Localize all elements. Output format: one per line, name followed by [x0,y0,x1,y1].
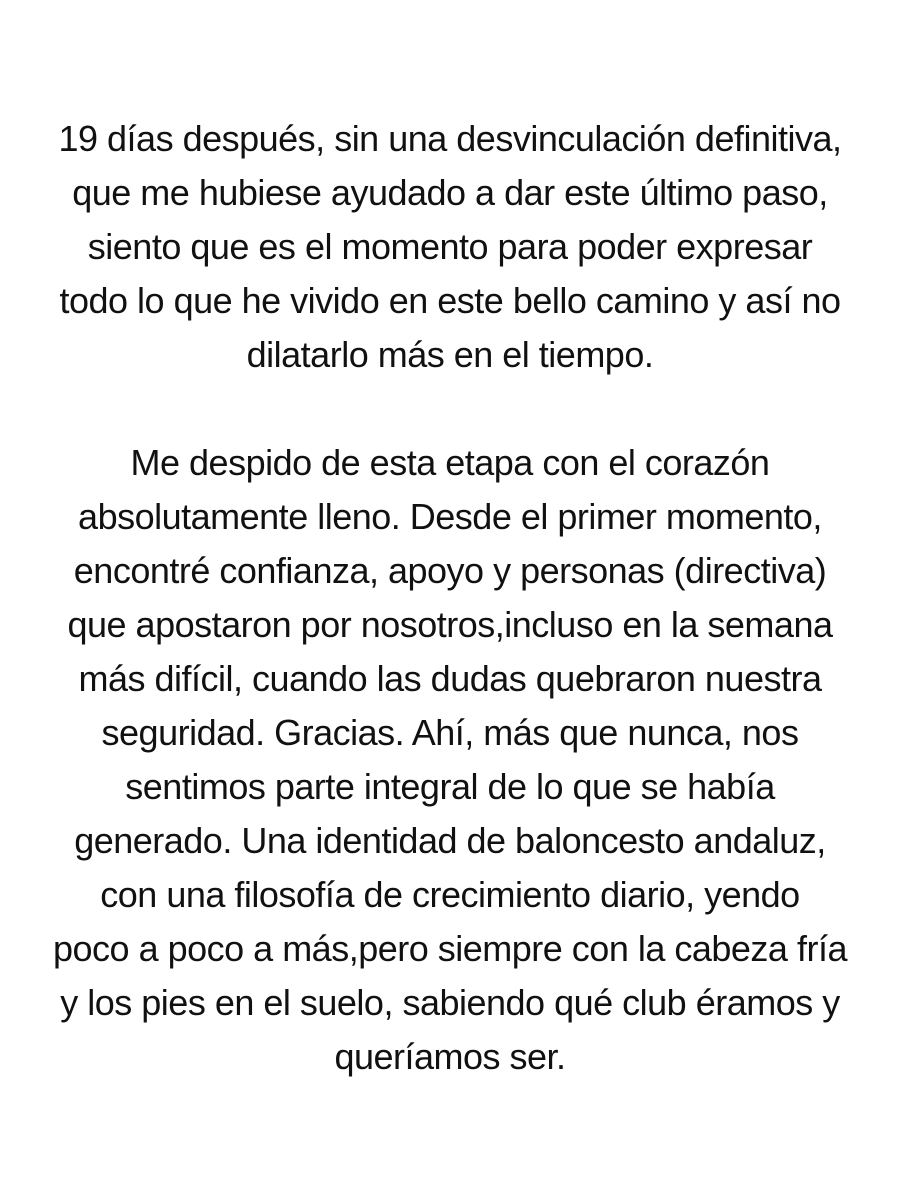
text-line: que me hubiese ayudado a dar este último paso, [72,172,828,213]
text-line: queríamos ser. [334,1036,566,1077]
paragraph-farewell-body [30,436,870,1084]
paragraph-farewell-intro [30,112,870,382]
text-line: generado. Una identidad de baloncesto andaluz, [74,820,826,861]
text-line: sentimos parte integral de lo que se había [125,766,775,807]
text-line: 19 días después, sin una desvinculación definitiva, [58,118,842,159]
text-line: absolutamente lleno. Desde el primer momento, [78,496,822,537]
text-line: dilatarlo más en el tiempo. [246,334,654,375]
text-line: encontré confianza, apoyo y personas (directiva) [73,550,827,591]
text-line: siento que es el momento para poder expresar [87,226,813,267]
text-line: y los pies en el suelo, sabiendo qué club éramos y [60,982,840,1023]
text-line: todo lo que he vivido en este bello camino y así no [59,280,841,321]
text-line: con una filosofía de crecimiento diario, yendo [100,874,800,915]
text-line: que apostaron por nosotros,incluso en la semana [67,604,833,645]
text-line: seguridad. Gracias. Ahí, más que nunca, nos [101,712,799,753]
text-line: Me despido de esta etapa con el corazón [130,442,770,483]
text-line: poco a poco a más,pero siempre con la cabeza fría [53,928,847,969]
text-line: más difícil, cuando las dudas quebraron nuestra [78,658,822,699]
